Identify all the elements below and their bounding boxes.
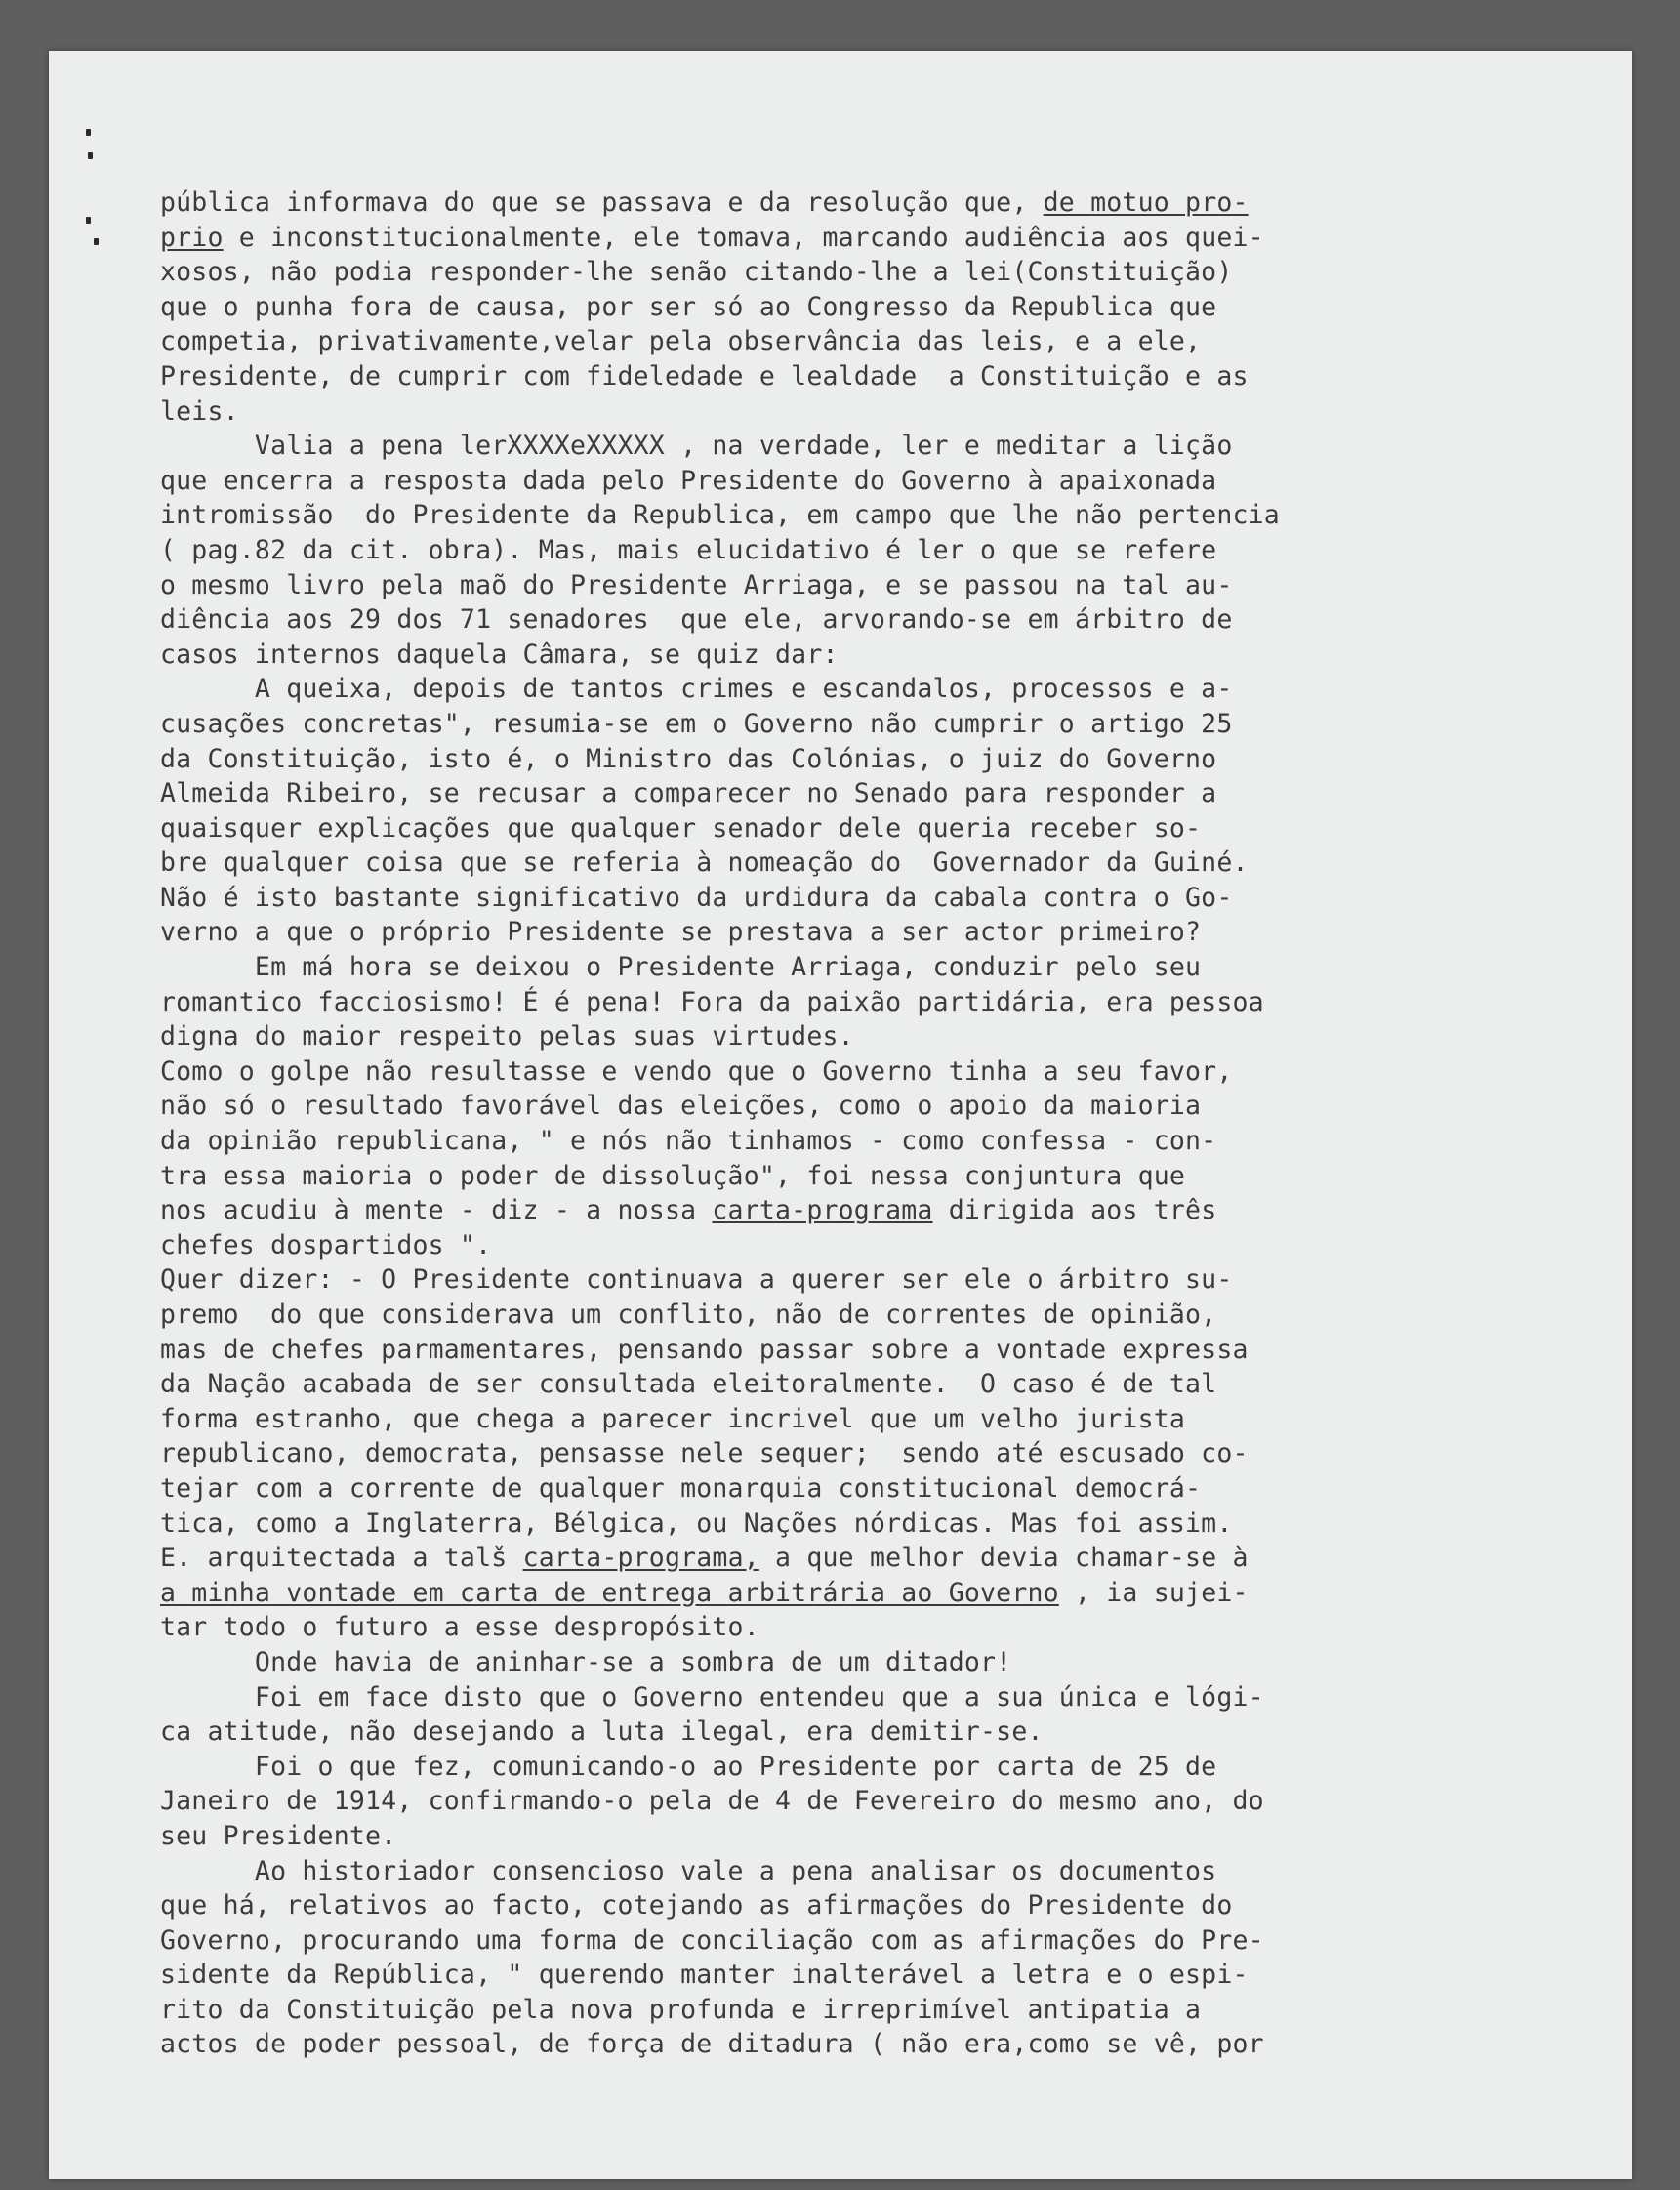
text-line [160,1819,1566,1854]
text-line [160,1715,1566,1750]
text-run: da Nação acabada de ser consultada eleitoralmente. O caso é de tal [160,1369,1217,1400]
text-run: Presidente, de cumprir com fideledade e lealdade a Constituição e as [160,360,1249,392]
text-line [160,359,1566,394]
text-run: tar todo o futuro a esse despropósito. [160,1612,759,1643]
text-line [160,498,1566,533]
text-line [160,1680,1566,1715]
text-run: seu Presidente. [160,1820,397,1851]
text-line [160,290,1566,325]
text-run: forma estranho, que chega a parecer incrivel que um velho jurista [160,1403,1186,1434]
text-run: Janeiro de 1914, confirmando-o pela de 4 de Fevereiro do mesmo ano, do [160,1786,1264,1817]
text-run: cusações concretas", resumia-se em o Governo não cumprir o artigo 25 [160,708,1233,739]
text-run: o mesmo livro pela maõ do Presidente Arriaga, e se passou na tal au- [160,569,1233,600]
text-line [160,1645,1566,1680]
text-run: verno a que o próprio Presidente se prestava a ser actor primeiro? [160,917,1202,948]
text-run: digna do maior respeito pelas suas virtudes. [160,1021,854,1053]
text-line [160,672,1566,707]
text-line [160,1576,1566,1611]
text-line [160,1436,1566,1471]
underlined-text: carta-programa, [522,1543,759,1574]
text-run: casos internos daquela Câmara, se quiz dar: [160,639,839,670]
text-run: tica, como a Inglaterra, Bélgica, ou Nações nórdicas. Mas foi assim. [160,1508,1233,1539]
text-run: Almeida Ribeiro, se recusar a comparecer no Senado para responder a [160,778,1217,809]
text-run: rito da Constituição pela nova profunda e irreprimível antipatia a [160,1994,1202,2025]
text-run: diência aos 29 dos 71 senadores que ele, arvorando-se em árbitro de [160,604,1233,636]
text-line [160,811,1566,847]
text-line [160,1784,1566,1819]
text-line [160,1228,1566,1263]
text-run: A queixa, depois de tantos crimes e escandalos, processos e a- [160,674,1233,705]
text-line [160,533,1566,568]
document-page [49,51,1632,2179]
text-run: Não é isto bastante significativo da urdidura da cabala contra o Go- [160,882,1233,913]
text-run: pública informava do que se passava e da resolução que, [160,187,1044,218]
text-run: dirigida aos três [932,1195,1217,1226]
underlined-text: a minha vontade em carta de entrega arbitrária ao Governo [160,1577,1059,1608]
text-run: da Constituição, isto é, o Ministro das Colónias, o juiz do Governo [160,743,1217,774]
text-line [160,985,1566,1020]
text-line [160,1402,1566,1437]
text-run: que há, relativos ao facto, cotejando as afirmações do Presidente do [160,1890,1233,1921]
text-run: intromissão do Presidente da Republica, em campo que lhe não pertencia [160,500,1280,531]
text-run: xosos, não podia responder-lhe senão citando-lhe a lei(Constituição) [160,257,1233,288]
text-line [160,1993,1566,2028]
text-run: E. arquitectada a talš [160,1543,523,1574]
text-line [160,1193,1566,1228]
underlined-text: carta-programa [712,1195,933,1226]
text-line [160,1541,1566,1576]
text-line [160,1367,1566,1402]
text-line [160,707,1566,742]
text-run: sidente da República, " querendo manter inalterável a letra e o espi- [160,1960,1249,1991]
text-run: tra essa maioria o poder de dissolução", foi nessa conjuntura que [160,1160,1186,1191]
text-line [160,1333,1566,1368]
text-line [160,2027,1566,2062]
text-run: nos acudiu à mente - diz - a nossa [160,1195,713,1226]
text-run: Quer dizer: - O Presidente continuava a querer ser ele o árbitro su- [160,1264,1233,1296]
text-line [160,1089,1566,1124]
text-run: bre qualquer coisa que se referia à nomeação do Governador da Guiné. [160,847,1249,879]
text-line [160,1471,1566,1507]
punch-mark [86,217,91,224]
text-run: leis. [160,395,239,427]
text-run: Foi o que fez, comunicando-o ao Presidente por carta de 25 de [160,1751,1217,1782]
text-run: competia, privativamente,velar pela observância das leis, e a ele, [160,326,1202,357]
text-run: da opinião republicana, " e nós não tinhamos - como confessa - con- [160,1126,1217,1157]
text-run: que encerra a resposta dada pelo Presidente do Governo à apaixonada [160,465,1217,496]
text-run: Governo, procurando uma forma de conciliação com as afirmações do Pre- [160,1924,1264,1956]
text-line [160,221,1566,256]
text-run: e inconstitucionalmente, ele tomava, marcando audiência aos quei- [223,222,1264,253]
text-line [160,1923,1566,1959]
text-line [160,915,1566,950]
text-run: mas de chefes parmamentares, pensando passar sobre a vontade expressa [160,1334,1249,1365]
text-run: premo do que considerava um conflito, não de correntes de opinião, [160,1300,1217,1330]
punch-mark [88,152,93,159]
punch-mark [94,238,99,245]
text-run: a que melhor devia chamar-se à [758,1543,1249,1574]
text-line [160,1854,1566,1889]
text-run: tejar com a corrente de qualquer monarquia constitucional democrá- [160,1472,1202,1504]
text-line [160,568,1566,603]
text-run: que o punha fora de causa, por ser só ao Congresso da Republica que [160,291,1217,322]
text-line [160,1019,1566,1054]
text-run: , ia sujei- [1058,1577,1249,1608]
text-run: Em má hora se deixou o Presidente Arriaga, conduzir pelo seu [160,952,1202,983]
text-line [160,394,1566,430]
typewritten-text [160,186,1566,2062]
text-line [160,742,1566,777]
text-run: Valia a pena lerXXXXeXXXXX , na verdade, ler e meditar a lição [160,431,1233,462]
text-line [160,602,1566,638]
text-line [160,1054,1566,1090]
text-run: Onde havia de aninhar-se a sombra de um ditador! [160,1646,1012,1677]
text-line [160,846,1566,881]
text-run: quaisquer explicações que qualquer senador dele queria receber so- [160,812,1202,844]
text-line [160,1750,1566,1785]
text-line [160,1159,1566,1194]
text-run: romantico facciosismo! É é pena! Fora da paixão partidária, era pessoa [160,986,1264,1017]
text-run: não só o resultado favorável das eleições, como o apoio da maioria [160,1091,1202,1122]
punch-mark [86,129,91,136]
underlined-text: prio [160,222,224,253]
text-run: actos de poder pessoal, de força de ditadura ( não era,como se vê, por [160,2029,1264,2060]
text-line [160,1888,1566,1923]
text-line [160,429,1566,464]
text-line [160,1262,1566,1298]
text-line [160,776,1566,811]
text-line [160,1124,1566,1159]
text-line [160,1958,1566,1993]
text-line [160,881,1566,916]
text-line [160,638,1566,673]
text-run: republicano, democrata, pensasse nele sequer; sendo até escusado co- [160,1438,1249,1469]
text-run: chefes dospartidos ". [160,1229,492,1260]
text-run: Como o golpe não resultasse e vendo que o Governo tinha a seu favor, [160,1055,1233,1087]
text-line [160,324,1566,359]
text-run: Foi em face disto que o Governo entendeu que a sua única e lógi- [160,1681,1264,1713]
text-line [160,950,1566,985]
text-line [160,1298,1566,1333]
text-run: Ao historiador consencioso vale a pena analisar os documentos [160,1855,1217,1886]
text-line [160,1610,1566,1645]
text-run: ca atitude, não desejando a luta ilegal, era demitir-se. [160,1716,1044,1748]
text-line [160,464,1566,499]
underlined-text: de motuo pro- [1043,187,1249,218]
text-line [160,186,1566,221]
text-line [160,255,1566,290]
text-run: ( pag.82 da cit. obra). Mas, mais elucidativo é ler o que se refere [160,534,1217,565]
text-line [160,1507,1566,1542]
